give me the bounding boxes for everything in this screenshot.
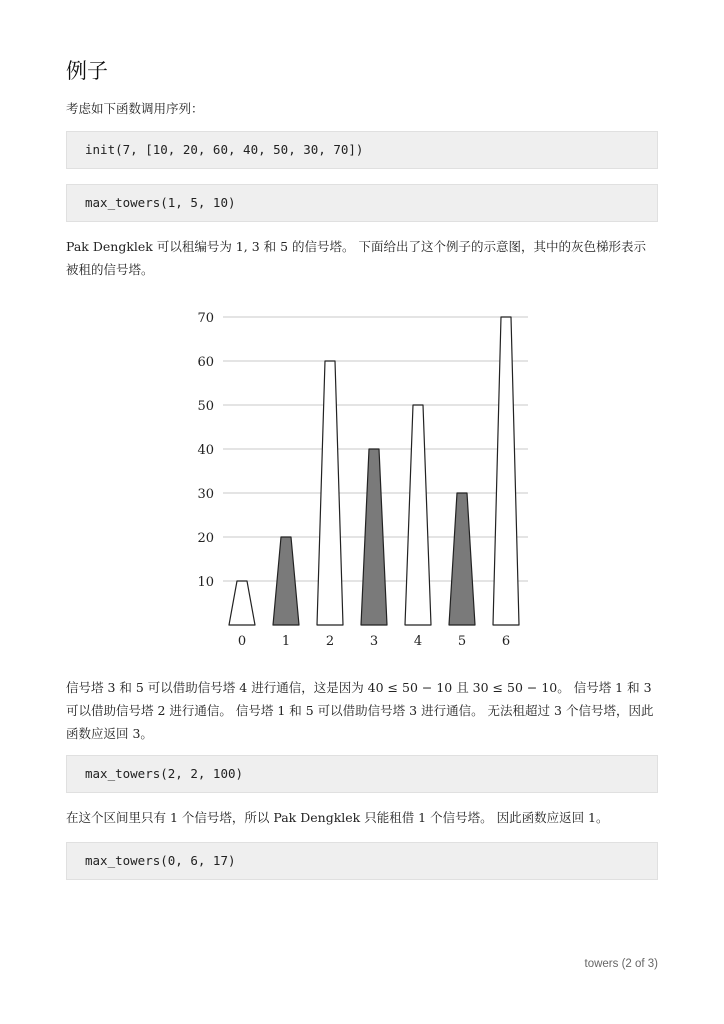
tower-free xyxy=(229,581,255,625)
tower-leased xyxy=(361,449,387,625)
x-tick-label: 1 xyxy=(281,634,291,649)
explanation-1-line-2: 被租的信号塔。 xyxy=(66,262,154,277)
explanation-paragraph-2 xyxy=(66,676,658,745)
page-footer: towers (2 of 3) xyxy=(584,958,658,970)
y-tick-label: 70 xyxy=(197,311,214,326)
tower-free xyxy=(405,405,431,625)
tower-free xyxy=(317,361,343,625)
explanation-2-line-3: 函数应返回 3。 xyxy=(66,726,153,741)
y-tick-label: 20 xyxy=(197,531,214,546)
explanation-paragraph-1 xyxy=(66,235,658,281)
y-tick-label: 60 xyxy=(197,355,214,370)
code-block-init: init(7, [10, 20, 60, 40, 50, 30, 70]) xyxy=(66,131,658,169)
explanation-paragraph-3: 在这个区间里只有 1 个信号塔，所以 Pak Dengklek 只能租借 1 个信号塔。 因此函数应返回 1。 xyxy=(66,810,609,825)
y-tick-label: 10 xyxy=(197,575,214,590)
page-title: 例子 xyxy=(66,59,108,83)
x-tick-label: 5 xyxy=(457,634,467,649)
intro-text: 考虑如下函数调用序列： xyxy=(66,101,204,116)
tower-chart xyxy=(190,300,535,655)
explanation-1-line-1: Pak Dengklek 可以租编号为 1, 3 和 5 的信号塔。 下面给出了这个例子的示意图，其中的灰色梯形表示 xyxy=(66,239,647,254)
explanation-2-line-2: 可以借助信号塔 2 进行通信。 信号塔 1 和 5 可以借助信号塔 3 进行通信。 无法租超过 3 个信号塔，因此 xyxy=(66,703,654,718)
x-tick-label: 3 xyxy=(369,634,379,649)
x-tick-label: 0 xyxy=(237,634,247,649)
y-tick-label: 40 xyxy=(197,443,214,458)
tower-free xyxy=(493,317,519,625)
explanation-2-line-1: 信号塔 3 和 5 可以借助信号塔 4 进行通信，这是因为 40 ≤ 50 − 10 且 30 ≤ 50 − 10。 信号塔 1 和 3 xyxy=(66,680,652,695)
tower-leased xyxy=(449,493,475,625)
x-tick-label: 2 xyxy=(325,634,335,649)
x-tick-label: 6 xyxy=(501,634,511,649)
x-tick-label: 4 xyxy=(413,634,423,649)
tower-leased xyxy=(273,537,299,625)
code-block-max-towers-2: max_towers(2, 2, 100) xyxy=(66,755,658,793)
code-block-max-towers-1: max_towers(1, 5, 10) xyxy=(66,184,658,222)
code-block-max-towers-3: max_towers(0, 6, 17) xyxy=(66,842,658,880)
y-tick-label: 50 xyxy=(197,399,214,414)
y-tick-label: 30 xyxy=(197,487,214,502)
